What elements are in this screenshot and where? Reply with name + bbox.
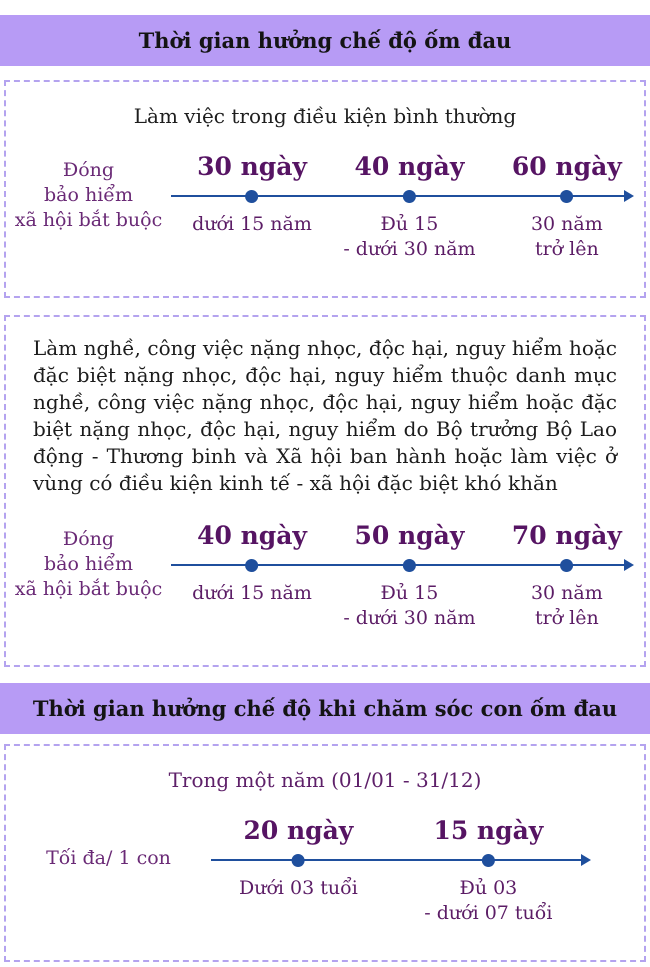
milestone-value: 15 ngày	[433, 816, 544, 845]
milestone-condition	[531, 581, 603, 631]
milestone-50-days	[343, 511, 475, 643]
milestone-value: 30 ngày	[197, 152, 307, 181]
milestone-40-days	[192, 511, 312, 643]
milestone-value: 70 ngày	[511, 521, 622, 550]
milestone-value: 20 ngày	[243, 816, 354, 845]
insurance-left-label	[6, 511, 171, 643]
milestone-60-days	[512, 142, 622, 274]
timeline-track	[171, 511, 634, 643]
milestone-dot-icon	[403, 559, 416, 572]
hazardous-conditions-timeline	[6, 511, 644, 665]
milestone-condition-line: Đủ 03	[459, 877, 518, 899]
milestone-condition-line: dưới 15 năm	[192, 582, 312, 604]
insurance-left-label	[6, 142, 171, 274]
milestone-20-days	[239, 806, 358, 938]
milestone-condition-line: - dưới 30 năm	[343, 607, 476, 629]
milestone-condition	[343, 581, 475, 631]
insurance-left-label-line: xã hội bắt buộc	[14, 578, 163, 600]
insurance-left-label-line: Đóng	[62, 528, 115, 550]
milestone-condition-line: 30 năm	[530, 213, 603, 235]
milestone-dot-icon	[403, 190, 416, 203]
milestone-condition-line: - dưới 30 năm	[343, 238, 476, 260]
section-header-child-care	[0, 683, 650, 734]
milestone-30-days	[192, 142, 312, 274]
normal-conditions-timeline	[6, 142, 644, 296]
milestone-dot-icon	[246, 190, 259, 203]
insurance-left-label-line: bảo hiểm	[44, 184, 133, 206]
hazardous-conditions-box	[4, 315, 646, 667]
arrow-right-icon	[624, 190, 634, 202]
milestone-condition	[239, 876, 358, 901]
insurance-left-label-line: xã hội bắt buộc	[14, 209, 163, 231]
child-care-heading: Trong một năm (01/01 - 31/12)	[168, 768, 482, 792]
insurance-left-label-line: Đóng	[62, 159, 115, 181]
arrow-right-icon	[581, 854, 591, 866]
milestone-condition-line: Đủ 15	[380, 582, 439, 604]
normal-conditions-box	[4, 80, 646, 298]
milestone-40-days	[343, 142, 475, 274]
milestone-value: 40 ngày	[354, 152, 465, 181]
normal-conditions-heading: Làm việc trong điều kiện bình thường	[133, 104, 517, 128]
timeline-track	[171, 142, 634, 274]
milestone-condition-line: dưới 15 năm	[192, 213, 312, 235]
milestone-dot-icon	[246, 559, 259, 572]
hazardous-conditions-description: Làm nghề, công việc nặng nhọc, độc hại, nguy hiểm hoặc đặc biệt nặng nhọc, độc hại, nguy hiểm thuộc danh mục nghề, công việc nặng nhọc, độc hại, nguy hiểm hoặc đặc biệt nặng nhọc, độc hại, nguy hiểm do Bộ trưởng Bộ Lao động - Thương binh và Xã hội ban hành hoặc làm việc ở vùng có điều kiện kinh tế - xã hội đặc biệt khó khăn	[33, 336, 617, 495]
child-care-box	[4, 744, 646, 962]
milestone-condition-line: - dưới 07 tuổi	[424, 902, 553, 924]
milestone-condition-line: 30 năm	[530, 582, 603, 604]
section-header-child-care-title: Thời gian hưởng chế độ khi chăm sóc con ốm đau	[32, 696, 618, 721]
milestone-dot-icon	[482, 854, 495, 867]
milestone-condition	[192, 581, 312, 606]
milestone-condition-line: trở lên	[534, 607, 599, 629]
milestone-condition-line: Dưới 03 tuổi	[238, 877, 358, 899]
milestone-condition	[343, 212, 475, 262]
milestone-dot-icon	[560, 559, 573, 572]
milestone-condition	[531, 212, 603, 262]
insurance-left-label-line: bảo hiểm	[44, 553, 133, 575]
section-header-sick-leave	[0, 15, 650, 66]
milestone-15-days	[424, 806, 552, 938]
milestone-condition-line: trở lên	[534, 238, 599, 260]
milestone-condition-line: Đủ 15	[380, 213, 439, 235]
max-per-child-label	[6, 806, 211, 938]
milestone-dot-icon	[560, 190, 573, 203]
milestone-dot-icon	[292, 854, 305, 867]
milestone-value: 50 ngày	[354, 521, 465, 550]
section-header-sick-leave-title: Thời gian hưởng chế độ ốm đau	[138, 28, 512, 53]
arrow-right-icon	[624, 559, 634, 571]
milestone-value: 40 ngày	[197, 521, 307, 550]
milestone-value: 60 ngày	[511, 152, 622, 181]
milestone-condition	[192, 212, 312, 237]
child-care-timeline	[6, 806, 644, 960]
timeline-track	[211, 806, 591, 938]
milestone-70-days	[512, 511, 622, 643]
max-per-child-label-line: Tối đa/ 1 con	[46, 847, 171, 869]
